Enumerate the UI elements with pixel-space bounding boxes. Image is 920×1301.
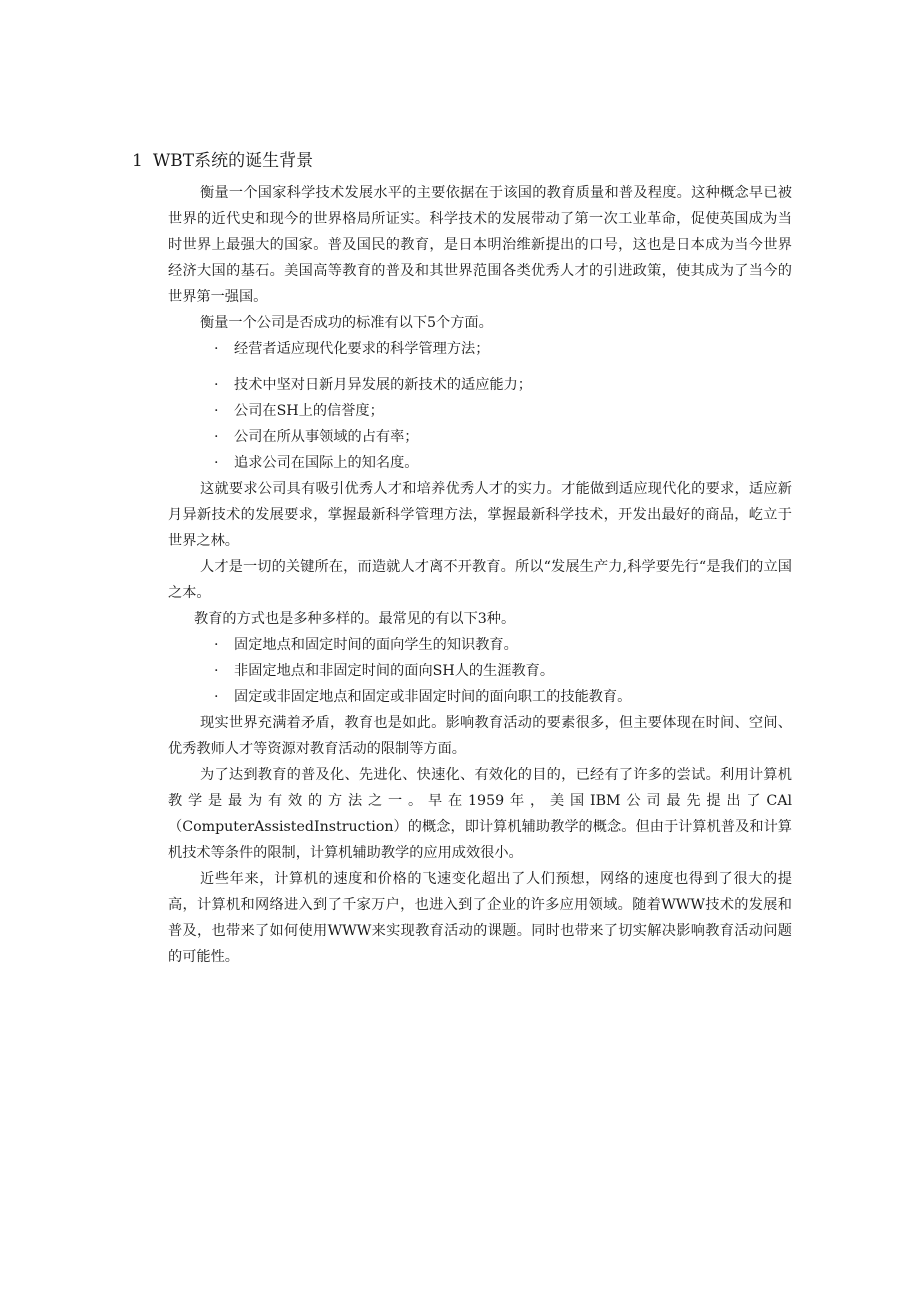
list-item: · 公司在SH上的信誉度；: [168, 398, 792, 424]
paragraph-reality-contradiction: 现实世界充满着矛盾，教育也是如此。影响教育活动的要素很多，但主要体现在时间、空间、优秀教师人才等资源对教育活动的限制等方面。: [168, 715, 792, 757]
list-item: · 公司在所从事领域的占有率；: [168, 424, 792, 450]
bullet-icon: ·: [214, 689, 219, 705]
bullet-icon: ·: [214, 455, 219, 471]
company-criteria-list: [168, 336, 792, 476]
bullet-icon: ·: [214, 663, 219, 679]
document-body: [168, 180, 792, 970]
education-methods-list: [168, 632, 792, 710]
bullet-icon: ·: [214, 429, 219, 445]
list-item: · 技术中坚对日新月异发展的新技术的适应能力；: [168, 372, 792, 398]
bullet-icon: ·: [214, 403, 219, 419]
section-title: WBT系统的诞生背景: [152, 151, 314, 171]
list-item: · 固定或非固定地点和固定或非固定时间的面向职工的技能教育。: [168, 684, 792, 710]
list-item: · 追求公司在国际上的知名度。: [168, 450, 792, 476]
paragraph-national-education: 衡量一个国家科学技术发展水平的主要依据在于该国的教育质量和普及程度。这种概念早已被世界的近代史和现今的世界格局所证实。科学技术的发展带动了第一次工业革命，促使英国成为当时世界上最强大的国家。普及国民的教育，是日本明治维新提出的口号，这也是日本成为当今世界经济大国的基石。美国高等教育的普及和其世界范围各类优秀人才的引进政策，使其成为了当今的世界第一强国。: [168, 185, 792, 305]
paragraph-company-criteria-intro: 衡量一个公司是否成功的标准有以下5个方面。: [200, 315, 493, 331]
paragraph-talent-requirement: 这就要求公司具有吸引优秀人才和培养优秀人才的实力。才能做到适应现代化的要求，适应新月异新技术的发展要求，掌握最新科学管理方法，掌握最新科学技术，开发出最好的商品，屹立于世界之林。: [168, 481, 792, 549]
bullet-icon: ·: [214, 377, 219, 393]
paragraph-education-methods-intro: 教育的方式也是多种多样的。最常见的有以下3种。: [194, 611, 516, 627]
paragraph-talent-key: 人才是一切的关键所在，而造就人才离不开教育。所以“发展生产力,科学要先行“是我们的立国之本。: [168, 559, 792, 601]
bullet-icon: ·: [214, 341, 219, 357]
list-item: · 固定地点和固定时间的面向学生的知识教育。: [168, 632, 792, 658]
section-number: 1: [132, 151, 143, 171]
bullet-icon: ·: [214, 637, 219, 653]
paragraph-www-education: 近些年来，计算机的速度和价格的飞速变化超出了人们预想，网络的速度也得到了很大的提高，计算机和网络进入到了千家万户，也进入到了企业的许多应用领域。随着WWW技术的发展和普及，也带来了如何使用WWW来实现教育活动的课题。同时也带来了切实解决影响教育活动问题的可能性。: [168, 871, 792, 965]
section-heading: [132, 150, 313, 172]
list-item: · 经营者适应现代化要求的科学管理方法；: [168, 336, 792, 362]
paragraph-cai-history: 为了达到教育的普及化、先进化、快速化、有效化的目的，已经有了许多的尝试。利用计算机教学是最为有效的方法之一。早在1959年，美国IBM公司最先提出了CAl（ComputerAssistedInstruction）的概念，即计算机辅助教学的概念。但由于计算机普及和计算机技术等条件的限制，计算机辅助教学的应用成效很小。: [168, 767, 792, 861]
list-item: · 非固定地点和非固定时间的面向SH人的生涯教育。: [168, 658, 792, 684]
